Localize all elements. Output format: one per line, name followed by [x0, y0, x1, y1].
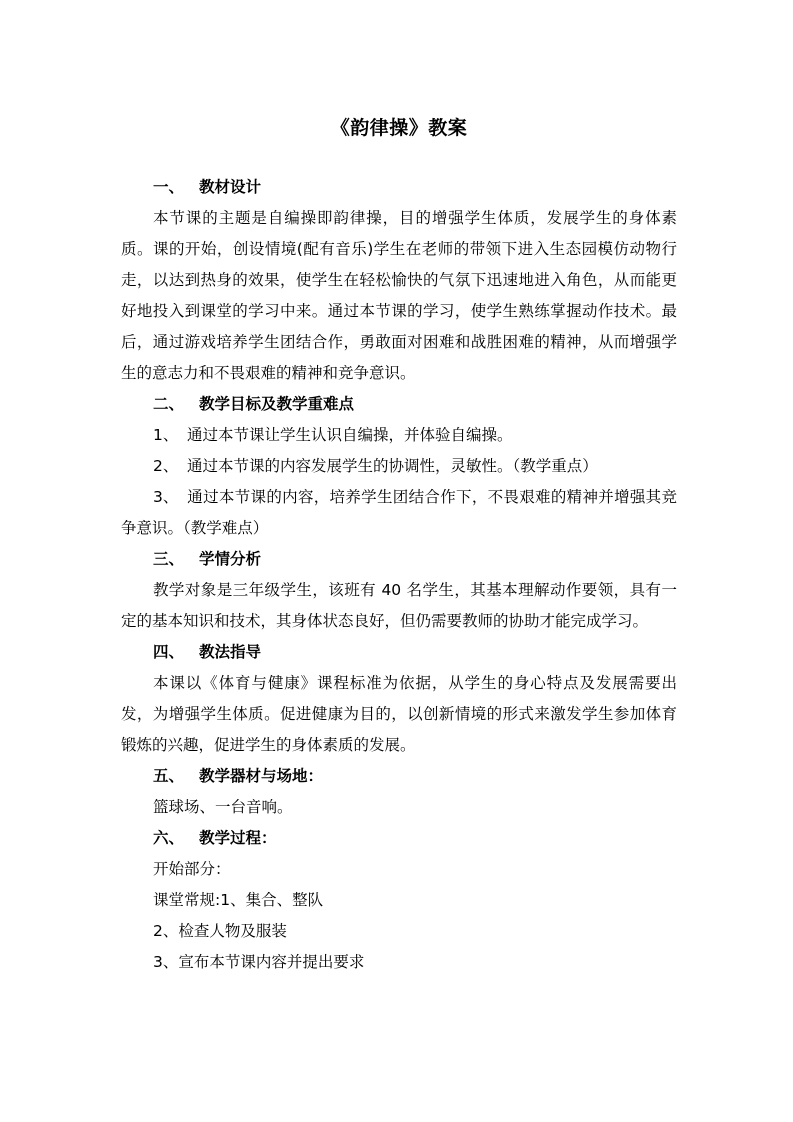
section-heading	[121, 389, 677, 420]
section-paragraph: 本课以《体育与健康》课程标准为依据，从学生的身心特点及发展需要出发，为增强学生体质。促进健康为目的，以创新情境的形式来激发学生参加体育锻炼的兴趣，促进学生的身体素质的发展。	[121, 674, 677, 754]
section-heading	[121, 823, 677, 854]
section-paragraph: 篮球场、一台音响。	[153, 798, 293, 816]
list-item-text: 通过本节课让学生认识自编操，并体验自编操。	[187, 426, 513, 444]
section-heading	[121, 761, 677, 792]
section-heading	[121, 637, 677, 668]
section-heading-text: 教学器材与场地：	[199, 767, 324, 785]
section-number: 五、	[153, 767, 185, 785]
process-line: 2、检查人物及服装	[153, 922, 287, 940]
list-item	[121, 482, 677, 544]
section-number: 二、	[153, 395, 185, 413]
document-title: 《韵律操》教案	[330, 117, 468, 139]
list-item-text: 通过本节课的内容发展学生的协调性，灵敏性。（教学重点）	[187, 457, 598, 475]
section-heading-text: 教材设计	[199, 178, 262, 196]
process-line: 3、宣布本节课内容并提出要求	[153, 953, 365, 971]
process-line: 课堂常规:1、集合、整队	[153, 891, 324, 909]
section-heading-text: 教学过程：	[199, 829, 277, 847]
section-number: 三、	[153, 550, 185, 568]
list-item	[121, 420, 677, 451]
section-number: 四、	[153, 643, 185, 661]
section-paragraph: 教学对象是三年级学生，该班有 40 名学生，其基本理解动作要领，具有一定的基本知识和技术，其身体状态良好，但仍需要教师的协助才能完成学习。	[121, 581, 677, 630]
list-item-number: 2、	[153, 457, 179, 475]
list-item-number: 1、	[153, 426, 179, 444]
section-heading-text: 教学目标及教学重难点	[199, 395, 355, 413]
section-heading-text: 学情分析	[199, 550, 262, 568]
section-heading-text: 教法指导	[199, 643, 262, 661]
section-number: 一、	[153, 178, 185, 196]
section-heading	[121, 172, 677, 203]
section-number: 六、	[153, 829, 185, 847]
list-item-text: 通过本节课的内容，培养学生团结合作下，不畏艰难的精神并增强其竞争意识。（教学难点）	[121, 488, 677, 537]
section-paragraph: 本节课的主题是自编操即韵律操，目的增强学生体质，发展学生的身体素质。课的开始，创设情境(配有音乐)学生在老师的带领下进入生态园模仿动物行走，以达到热身的效果，使学生在轻松愉快的气氛下迅速地进入角色，从而能更好地投入到课堂的学习中来。通过本节课的学习，使学生熟练掌握动作技术。最后，通过游戏培养学生团结合作，勇敢面对困难和战胜困难的精神，从而增强学生的意志力和不畏艰难的精神和竞争意识。	[121, 209, 677, 382]
list-item	[121, 451, 677, 482]
section-heading	[121, 544, 677, 575]
process-line: 开始部分：	[153, 860, 231, 878]
list-item-number: 3、	[153, 488, 179, 506]
document-body	[121, 112, 677, 978]
